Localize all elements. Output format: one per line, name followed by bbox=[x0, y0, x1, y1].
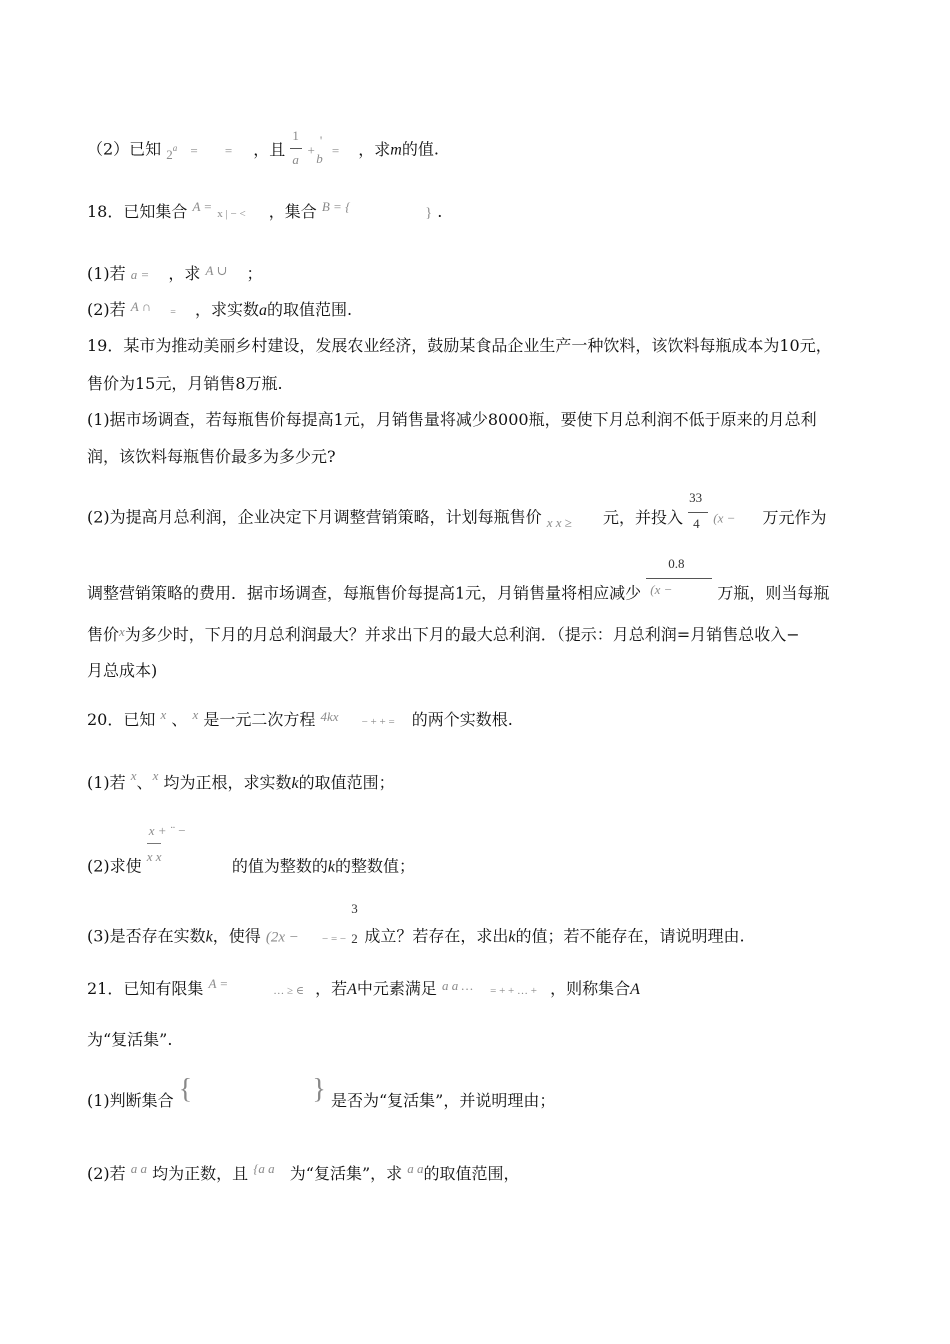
q20-part2: (2)求使 $\frac{x + ¨ -}{\text{x x}}$ 的值为整数的k的整数值； bbox=[87, 845, 415, 889]
fraction-3-over-2: 3 2 bbox=[351, 901, 358, 946]
q19-part1-line1: (1)据市场调查，若每瓶售价每提高1元，月销售量将减少8000瓶，要使下月总利润不低于原来的月总利 bbox=[87, 410, 817, 429]
q19-part2-line3: 售价$^x$为多少时，下月的月总利润最大？并求出下月的最大总利润．（提示：月总利润=月销售总收入− bbox=[87, 624, 800, 644]
fraction-bar bbox=[646, 578, 712, 579]
q19-part2-line1: (2)为提高月总利润，企业决定下月调整营销策略，计划每瓶售价 $_{x x \ge}$ 元，并投入 $\frac{33}{4}$ (x − 万元作为 bbox=[87, 496, 826, 540]
fraction-bar bbox=[147, 843, 161, 844]
math-sup: a bbox=[172, 142, 178, 153]
q19-line2: 售价为15元，月销售8万瓶. bbox=[87, 374, 283, 393]
q19-part2-line4: 月总成本) bbox=[87, 661, 158, 680]
math-base: 2 bbox=[166, 146, 173, 162]
q19-line1: 19．某市为推动美丽乡村建设，发展农业经济，鼓励某食品企业生产一种饮料，该饮料每瓶成本为10元， bbox=[87, 336, 832, 355]
math-eq: = bbox=[190, 142, 198, 158]
fraction-bar bbox=[688, 512, 708, 513]
q18-part2: (2)若 $^{A \cap}$ = ，求实数a的取值范围. bbox=[87, 299, 353, 319]
fraction-33-over-4: $\frac{33}{4}$ bbox=[688, 492, 708, 536]
q19-part1-line2: 润，该饮料每瓶售价最多为多少元? bbox=[87, 447, 336, 466]
q20-part3: (3)是否存在实数k，使得 (2x − − = − 3 2 成立？若存在，求出k的值；若不能存在，请说明理由. bbox=[87, 917, 745, 957]
fraction-0.8-over-x: 0.8 (x − bbox=[646, 568, 712, 612]
q18-part1: (1)若 a = ，求 $^{A \cup}$ ； bbox=[87, 263, 263, 283]
q21-line2: 为“复活集”. bbox=[87, 1030, 173, 1049]
q18: 18．已知集合 $^{A =}$ x | − < ，集合 $^{B = \{}$ } . bbox=[87, 199, 443, 221]
fraction-bar bbox=[290, 148, 302, 149]
q21-part1: (1)判断集合 { } 是否为“复活集”，并说明理由； bbox=[87, 1074, 556, 1110]
q19-part2-line2: 调整营销策略的费用．据市场调查，每瓶售价每提高1元，月销售量将相应减少 0.8 (x − 万瓶，则当每瓶 bbox=[87, 572, 829, 616]
fraction-expression: $\frac{x + ¨ -}{\text{x x}}$ bbox=[146, 823, 187, 864]
q21-part2: (2)若 $^{a a}$ 均为正数，且 $^{\{a a}$ 为“复活集”，求 $^{a a}$的取值范围， bbox=[87, 1161, 520, 1183]
q21: 21．已知有限集 $^{A =}$ … ≥ ∈ ，若A中元素满足 $^{a a \dots}$ = + + … + ，则称集合A bbox=[87, 976, 640, 998]
right-brace: } bbox=[312, 1074, 326, 1105]
q20: 20．已知 $^x$ 、 $^x$ 是一元二次方程 $^{4kx}$ − + + = 的两个实数根. bbox=[87, 707, 513, 729]
math-eq: = bbox=[224, 142, 233, 158]
q17-part2: （2）已知 $_2^a$ = = ，且 $\frac{1}{a}$ + '$_b$ = ，求m的值. bbox=[87, 128, 439, 167]
q20-part1: (1)若 $^x$、$^x$ 均为正根，求实数k的取值范围； bbox=[87, 768, 395, 792]
fraction-1-over-a: $\frac{1}{a}$ bbox=[290, 128, 302, 168]
right-brace: } bbox=[425, 206, 433, 221]
left-brace: { bbox=[178, 1074, 193, 1105]
